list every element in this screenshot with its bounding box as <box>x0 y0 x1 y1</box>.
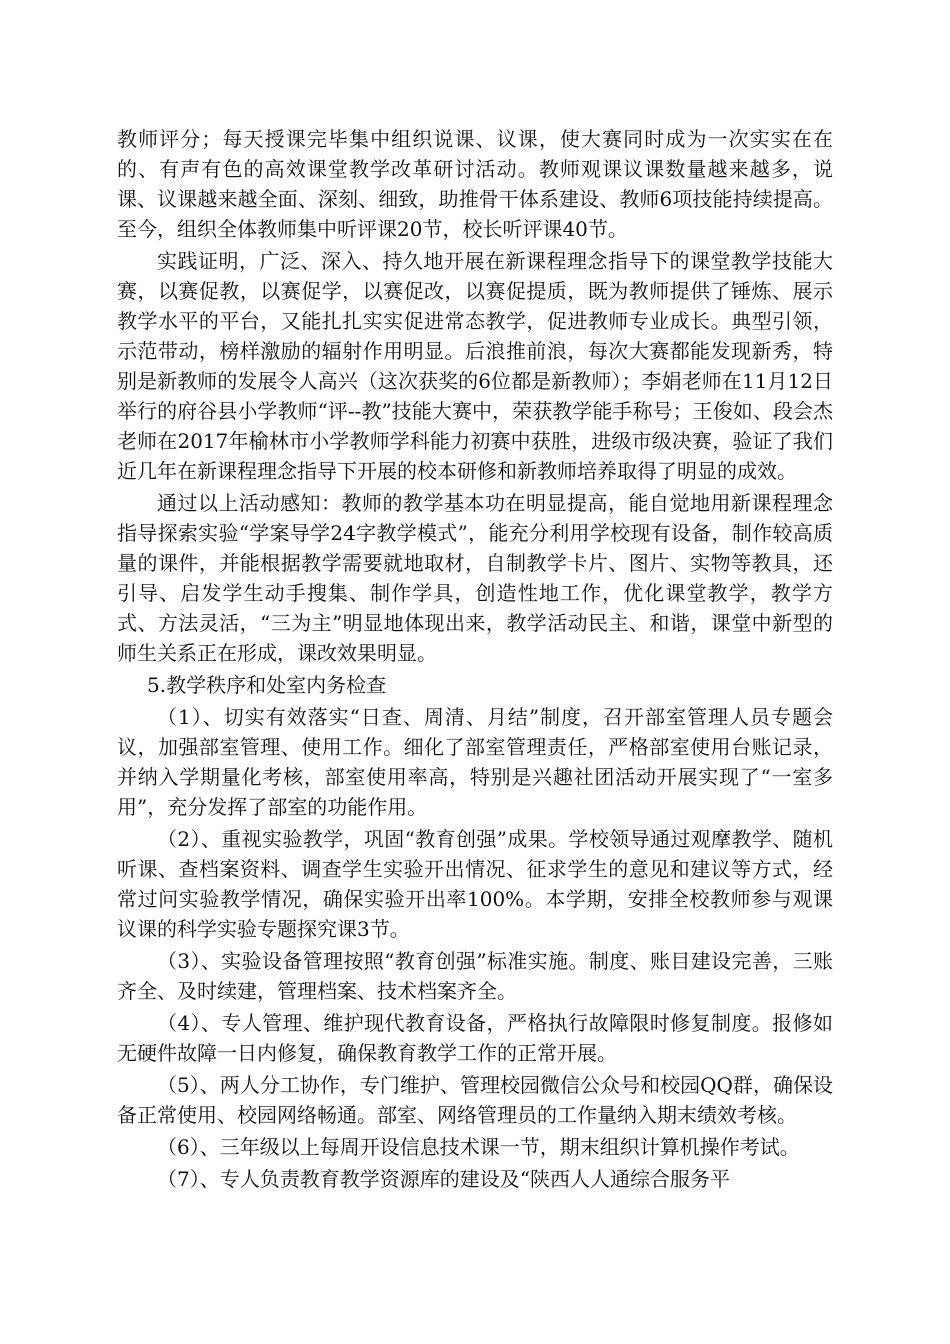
list-item: （3）、实验设备管理按照“教育创强”标准实施。制度、账目建设完善，三账齐全、及时续建，管理档案、技术档案齐全。 <box>117 949 833 1003</box>
list-item: （2）、重视实验教学，巩固“教育创强”成果。学校领导通过观摩教学、随机听课、查档案资料、调查学生实验开出情况、征求学生的意见和建议等方式，经常过问实验教学情况，确保实验开出率100%。本学期，安排全校教师参与观课议课的科学实验专题探究课3节。 <box>117 827 833 941</box>
paragraph-activity-summary: 通过以上活动感知：教师的教学基本功在明显提高，能自觉地用新课程理念指导探索实验“学案导学24字教学模式”，能充分利用学校现有设备，制作较高质量的课件，并能根据教学需要就地取材，自制教学卡片、图片、实物等教具，还引导、启发学生动手搜集、制作学具，创造性地工作，优化课堂教学，教学方式、方法灵活，“三为主”明显地体现出来，教学活动民主、和谐，课堂中新型的师生关系正在形成，课改效果明显。 <box>117 491 833 665</box>
paragraph-continued: 教师评分；每天授课完毕集中组织说课、议课，使大赛同时成为一次实实在在的、有声有色的高效课堂教学改革研讨活动。教师观课议课数量越来越多，说课、议课越来越全面、深刻、细致，助推骨干体系建设、教师6项技能持续提高。至今，组织全体教师集中听评课20节，校长听评课40节。 <box>117 127 833 241</box>
list-item: （6）、三年级以上每周开设信息技术课一节，期末组织计算机操作考试。 <box>157 1135 800 1159</box>
list-item: （4）、专人管理、维护现代教育设备，严格执行故障限时修复制度。报修如无硬件故障一日内修复，确保教育教学工作的正常开展。 <box>117 1011 833 1065</box>
paragraph-practice-proof: 实践证明，广泛、深入、持久地开展在新课程理念指导下的课堂教学技能大赛，以赛促教，以赛促学，以赛促改，以赛促提质，既为教师提供了锤炼、展示教学水平的平台，又能扎扎实实促进常态教学，促进教师专业成长。典型引领，示范带动，榜样激励的辐射作用明显。后浪推前浪，每次大赛都能发现新秀，特别是新教师的发展令人高兴（这次获奖的6位都是新教师）；李娟老师在11月12日举行的府谷县小学教师“评--教”技能大赛中，荣获教学能手称号；王俊如、段会杰老师在2017年榆林市小学教师学科能力初赛中获胜，进级市级决赛，验证了我们近几年在新课程理念指导下开展的校本研修和新教师培养取得了明显的成效。 <box>117 249 833 483</box>
section-heading: 5.教学秩序和处室内务检查 <box>147 673 387 697</box>
document-body <box>117 124 833 1196</box>
list-item: （5）、两人分工协作，专门维护、管理校园微信公众号和校园QQ群，确保设备正常使用、校园网络畅通。部室、网络管理员的工作量纳入期末绩效考核。 <box>117 1073 833 1127</box>
list-item: （7）、专人负责教育教学资源库的建设及“陕西人人通综合服务平 <box>157 1167 730 1191</box>
list-item: （1）、切实有效落实“日查、周清、月结”制度，召开部室管理人员专题会议，加强部室管理、使用工作。细化了部室管理责任，严格部室使用台账记录，并纳入学期量化考核，部室使用率高，特别是兴趣社团活动开展实现了“一室多用”，充分发挥了部室的功能作用。 <box>117 705 833 819</box>
